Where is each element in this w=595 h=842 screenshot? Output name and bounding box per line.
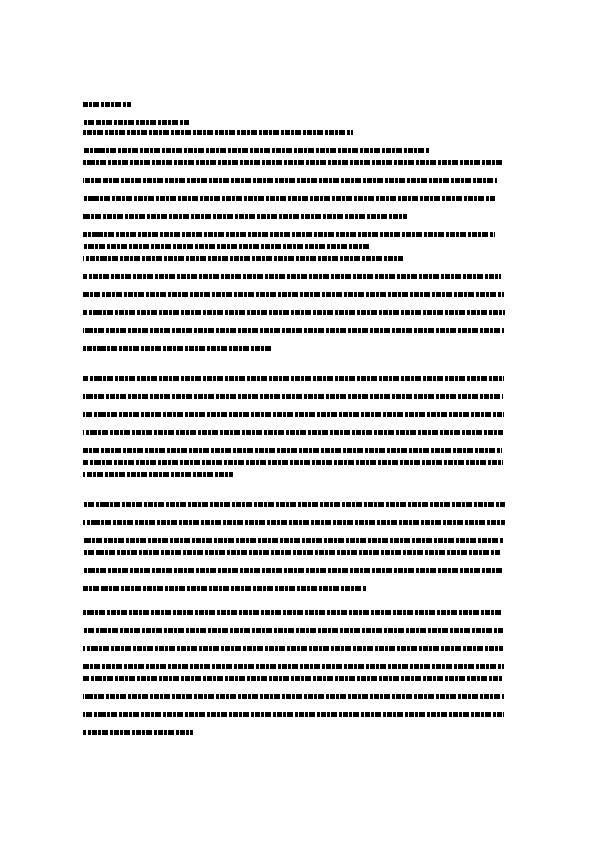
text-line bbox=[83, 730, 193, 735]
text-line bbox=[83, 460, 503, 465]
text-line bbox=[83, 196, 495, 201]
text-line bbox=[83, 232, 495, 237]
text-line bbox=[83, 178, 497, 183]
text-line bbox=[83, 310, 505, 315]
text-line bbox=[83, 160, 504, 165]
text-line bbox=[83, 550, 500, 555]
text-line bbox=[83, 412, 504, 417]
text-line bbox=[83, 610, 503, 615]
text-line bbox=[83, 676, 503, 681]
text-line bbox=[83, 520, 505, 525]
text-line bbox=[83, 102, 131, 107]
text-line bbox=[83, 502, 505, 507]
text-line bbox=[83, 568, 503, 573]
text-line bbox=[83, 694, 504, 699]
text-line bbox=[83, 664, 504, 669]
text-line bbox=[83, 394, 503, 399]
text-line bbox=[83, 244, 370, 249]
text-line bbox=[83, 646, 503, 651]
text-line bbox=[83, 148, 429, 153]
text-line bbox=[83, 256, 403, 261]
text-line bbox=[83, 214, 407, 219]
text-line bbox=[83, 274, 501, 279]
text-line bbox=[83, 292, 504, 297]
text-line bbox=[83, 586, 367, 591]
text-line bbox=[83, 448, 502, 453]
text-line bbox=[83, 538, 503, 543]
text-line bbox=[83, 472, 233, 477]
text-line bbox=[83, 328, 504, 333]
text-line bbox=[83, 120, 189, 125]
text-line bbox=[83, 712, 504, 717]
text-line bbox=[83, 628, 503, 633]
text-line bbox=[83, 376, 504, 381]
text-line bbox=[83, 346, 273, 351]
text-line bbox=[83, 130, 353, 135]
text-line bbox=[83, 430, 503, 435]
